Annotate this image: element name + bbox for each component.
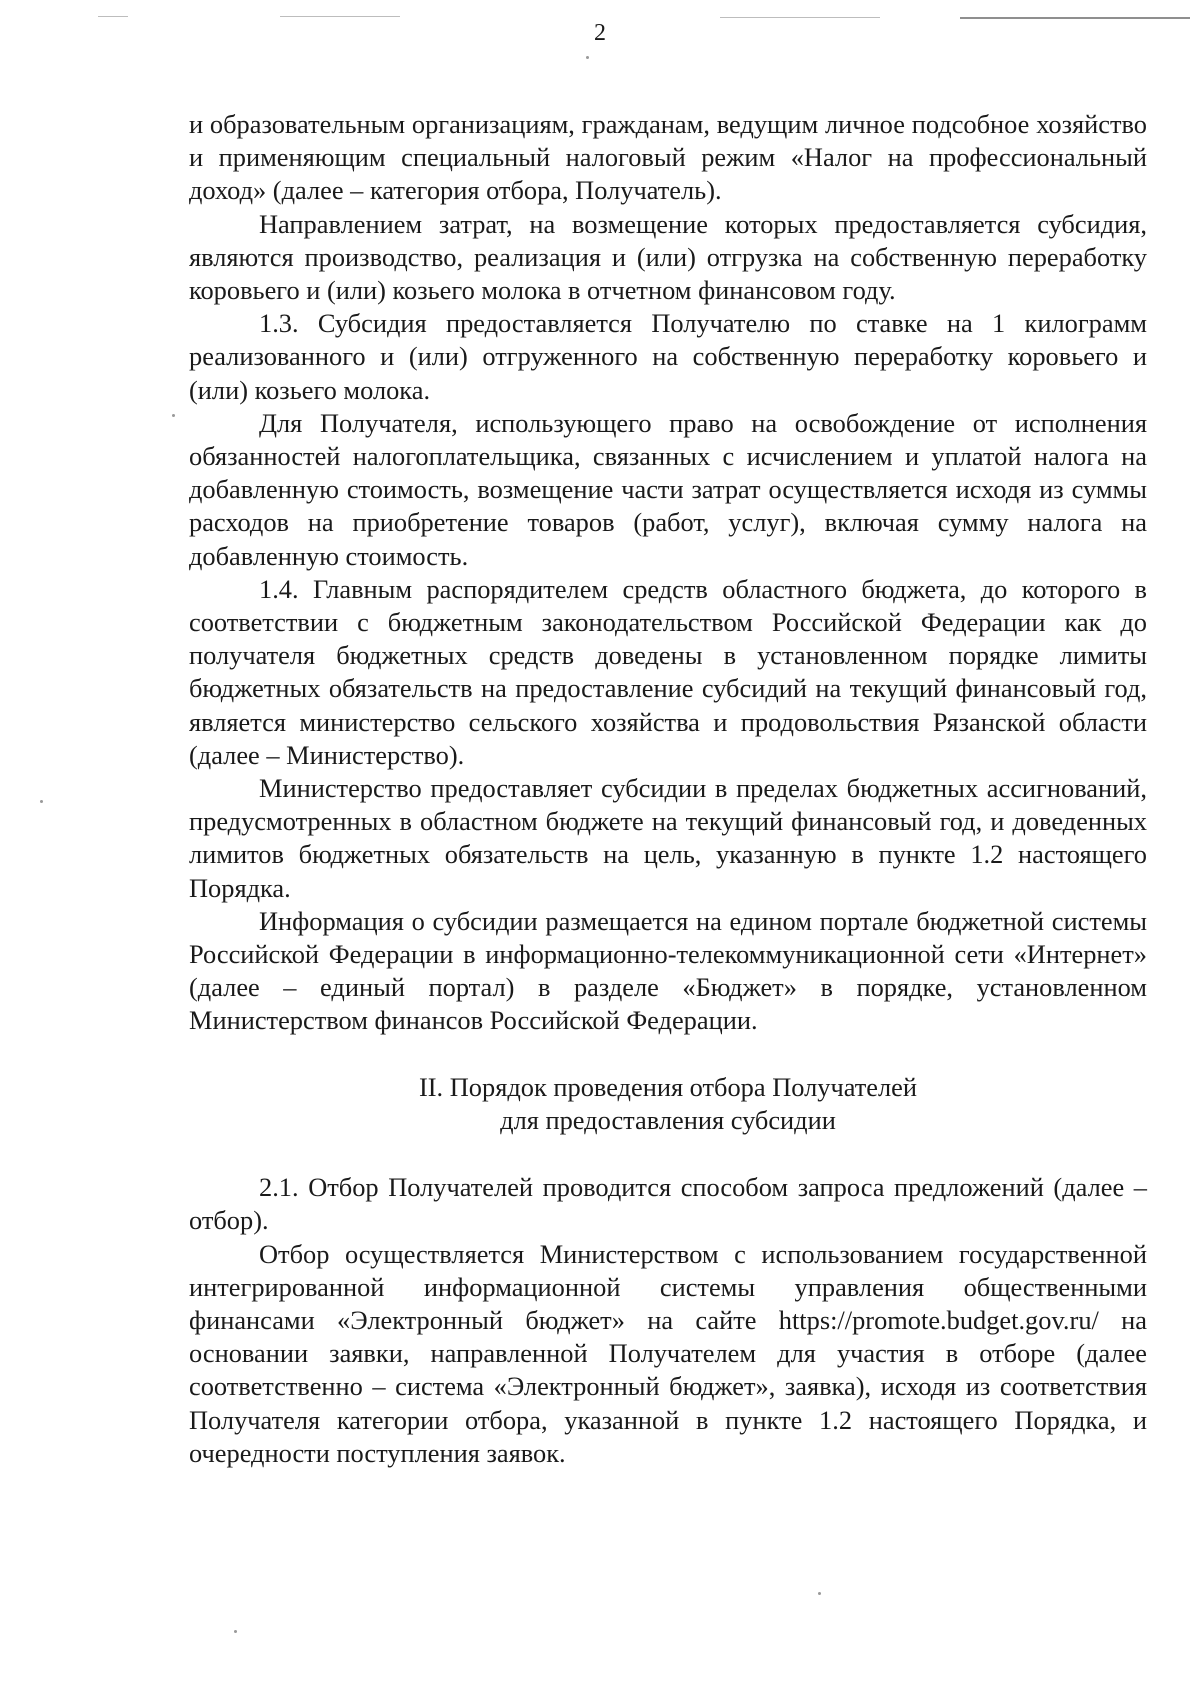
paragraph: 2.1. Отбор Получателей проводится способом запроса предложений (далее – отбор). — [189, 1172, 1147, 1236]
paragraph: Направлением затрат, на возмещение которых предоставляется субсидия, являются производство, реализация и (или) отгрузка на собственную переработку коровьего и (или) козьего молока в отчетном финансовом году. — [189, 208, 1147, 306]
paragraph: Для Получателя, использующего право на освобождение от исполнения обязанностей налогоплательщика, связанных с исчислением и уплатой налога на добавленную стоимость, возмещение части затрат осуществляется исходя из суммы расходов на приобретение товаров (работ, услуг), включая сумму налога на добавленную стоимость. — [189, 407, 1147, 571]
scan-artifact — [172, 414, 175, 417]
paragraph: Отбор осуществляется Министерством с использованием государственной интегрированной информационной системы управления общественными финансами «Электронный бюджет» на сайте https://promote.budget.gov.ru/ на основании заявки, направленной Получателем для участия в отборе (далее соответственно – система «Электронный бюджет», заявка), исходя из соответствия Получателя категории отбора, указанной в пункте 1.2 настоящего Порядка, и очередности поступления заявок. — [189, 1238, 1147, 1468]
scan-artifact — [280, 16, 400, 17]
page-number: 2 — [594, 20, 606, 46]
scan-artifact — [234, 1630, 237, 1633]
paragraph: Министерство предоставляет субсидии в пределах бюджетных ассигнований, предусмотренных в областном бюджете на текущий финансовый год, и доведенных лимитов бюджетных обязательств на цель, указанную в пункте 1.2 настоящего Порядка. — [189, 773, 1147, 903]
scan-artifact — [586, 56, 589, 59]
paragraph: и образовательным организациям, гражданам, ведущим личное подсобное хозяйство и применяющим специальный налоговый режим «Налог на профессиональный доход» (далее – категория отбора, Получатель). — [189, 109, 1147, 206]
scan-artifact — [40, 800, 43, 803]
scan-artifact — [98, 16, 128, 17]
section-heading-line1: II. Порядок проведения отбора Получателей — [418, 1071, 918, 1102]
section-heading-line2: для предоставления субсидии — [500, 1104, 836, 1135]
paragraphs-before-heading — [189, 108, 1147, 1038]
paragraphs-after-heading — [189, 1171, 1147, 1470]
document-body — [189, 108, 1147, 1470]
paragraph: 1.4. Главным распорядителем средств областного бюджета, до которого в соответствии с бюджетным законодательством Российской Федерации как до получателя бюджетных средств доведены в установленном порядке лимиты бюджетных обязательств на предоставление субсидий на текущий финансовый год, является министерство сельского хозяйства и продовольствия Рязанской области (далее – Министерство). — [189, 573, 1147, 770]
scan-artifact — [960, 17, 1190, 19]
scan-artifact — [720, 17, 880, 18]
section-heading — [189, 1071, 1147, 1137]
scan-artifact — [818, 1592, 821, 1595]
paragraph: 1.3. Субсидия предоставляется Получателю по ставке на 1 килограмм реализованного и (или) отгруженного на собственную переработку коровьего и (или) козьего молока. — [189, 308, 1147, 405]
paragraph: Информация о субсидии размещается на едином портале бюджетной системы Российской Федерации в информационно-телекоммуникационной сети «Интернет» (далее – единый портал) в разделе «Бюджет» в порядке, установленном Министерством финансов Российской Федерации. — [189, 905, 1147, 1036]
